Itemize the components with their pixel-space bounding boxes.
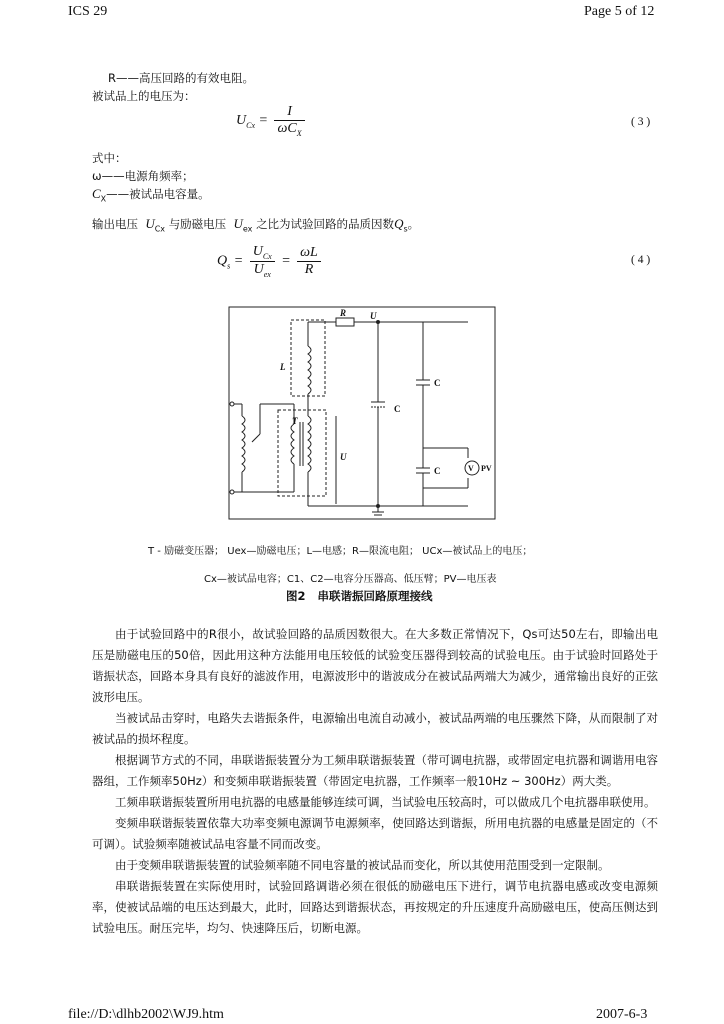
label-t: T <box>292 416 298 426</box>
diagram-frame <box>229 307 495 519</box>
figure-legend-line-1: T - 励磁变压器； Uex—励磁电压；L—电感；R—限流电阻； UCx—被试品上的电压； <box>148 546 533 557</box>
footer-file-path: file://D:\dlhb2002\WJ9.htm <box>68 1007 224 1022</box>
transformer-box <box>278 410 326 496</box>
where-label: 式中： <box>92 151 127 165</box>
label-pv: PV <box>481 464 492 473</box>
transformer-primary <box>291 424 294 464</box>
qs-definition: 输出电压 $U_{Cx}$ 与励磁电压 $U_{ex}$ 之比为试验回路的品质因数$Q_s$。 <box>92 216 420 234</box>
label-r: R <box>340 308 347 318</box>
equation-4: $Q_s$ = $\frac{U_{Cx}}{U_{ex}}$ = $\frac{\omega L}{R}$ <box>217 244 324 279</box>
transformer-secondary <box>308 416 311 472</box>
equation-3: $U_{Cx}$ = $\frac{I}{\omega C_X}$ <box>236 104 308 138</box>
label-c2: C <box>434 466 441 476</box>
body-text <box>92 624 658 939</box>
regulator-coil <box>242 416 245 472</box>
label-l: L <box>280 362 286 372</box>
voltage-intro: 被试品上的电压为： <box>92 89 196 103</box>
footer-date: 2007-6-3 <box>596 1007 648 1022</box>
label-uex: U <box>340 452 347 462</box>
label-v: V <box>468 464 474 473</box>
def-cx: $C_X——$被试品电容量。 <box>92 186 210 204</box>
label-cx: C <box>394 404 401 414</box>
paragraph-2: 当被试品击穿时，电路失去谐振条件，电源输出电流自动减小，被试品两端的电压骤然下降，从而限制了对被试品的损坏程度。 <box>92 711 658 746</box>
header-left: ICS 29 <box>68 4 108 19</box>
paragraph-4: 工频串联谐振装置所用电抗器的电感量能够连续可调，当试验电压较高时，可以做成几个电抗器串联使用。 <box>115 795 656 809</box>
resistor-r <box>336 318 354 326</box>
inductor-coil <box>308 346 311 394</box>
series-resonance-circuit-diagram <box>228 306 498 522</box>
paragraph-1: 由于试验回路中的R很小，故试验回路的品质因数很大。在大多数正常情况下，Qs可达50左右，即输出电压是励磁电压的50倍，因此用这种方法能用电压较低的试验变压器得到较高的试验电压。由于试验时回路处于谐振状态，回路本身具有良好的滤波作用，电源波形中的谐波成分在被试品两端大为减少，通常输出良好的正弦波形电压。 <box>92 627 658 704</box>
paragraph-7: 串联谐振装置在实际使用时，试验回路调谐必须在很低的励磁电压下进行，调节电抗器电感或改变电源频率，使被试品端的电压达到最大，此时，回路达到谐振状态，再按规定的升压速度升高励磁电压，使高压侧达到试验电压。耐压完毕，均匀、快速降压后，切断电源。 <box>92 879 658 935</box>
paragraph-6: 由于变频串联谐振装置的试验频率随不同电容量的被试品而变化，所以其使用范围受到一定限制。 <box>115 858 610 872</box>
label-ucx: U <box>370 311 377 321</box>
figure-legend-line-2: Cx—被试品电容；C1、C2—电容分压器高、低压臂；PV—电压表 <box>204 574 497 585</box>
paragraph-3: 根据调节方式的不同，串联谐振装置分为工频串联谐振装置（带可调电抗器，或带固定电抗器和调谐用电容器组，工作频率50Hz）和变频串联谐振装置（带固定电抗器，工作频率一般10Hz ~ 300Hz）两大类。 <box>92 753 658 788</box>
def-omega: ω——电源角频率； <box>92 169 194 183</box>
equation-4-number: ( 4 ) <box>631 254 651 266</box>
figure-caption: 图2 串联谐振回路原理接线 <box>286 589 433 603</box>
label-c1: C <box>434 378 441 388</box>
equation-3-number: ( 3 ) <box>631 116 651 128</box>
header-page-number: Page 5 of 12 <box>584 4 655 19</box>
paragraph-5: 变频串联谐振装置依靠大功率变频电源调节电源频率，使回路达到谐振，所用电抗器的电感量是固定的（不可调）。试验频率随被试品电容量不同而改变。 <box>92 816 658 851</box>
def-r: R——高压回路的有效电阻。 <box>108 71 254 85</box>
